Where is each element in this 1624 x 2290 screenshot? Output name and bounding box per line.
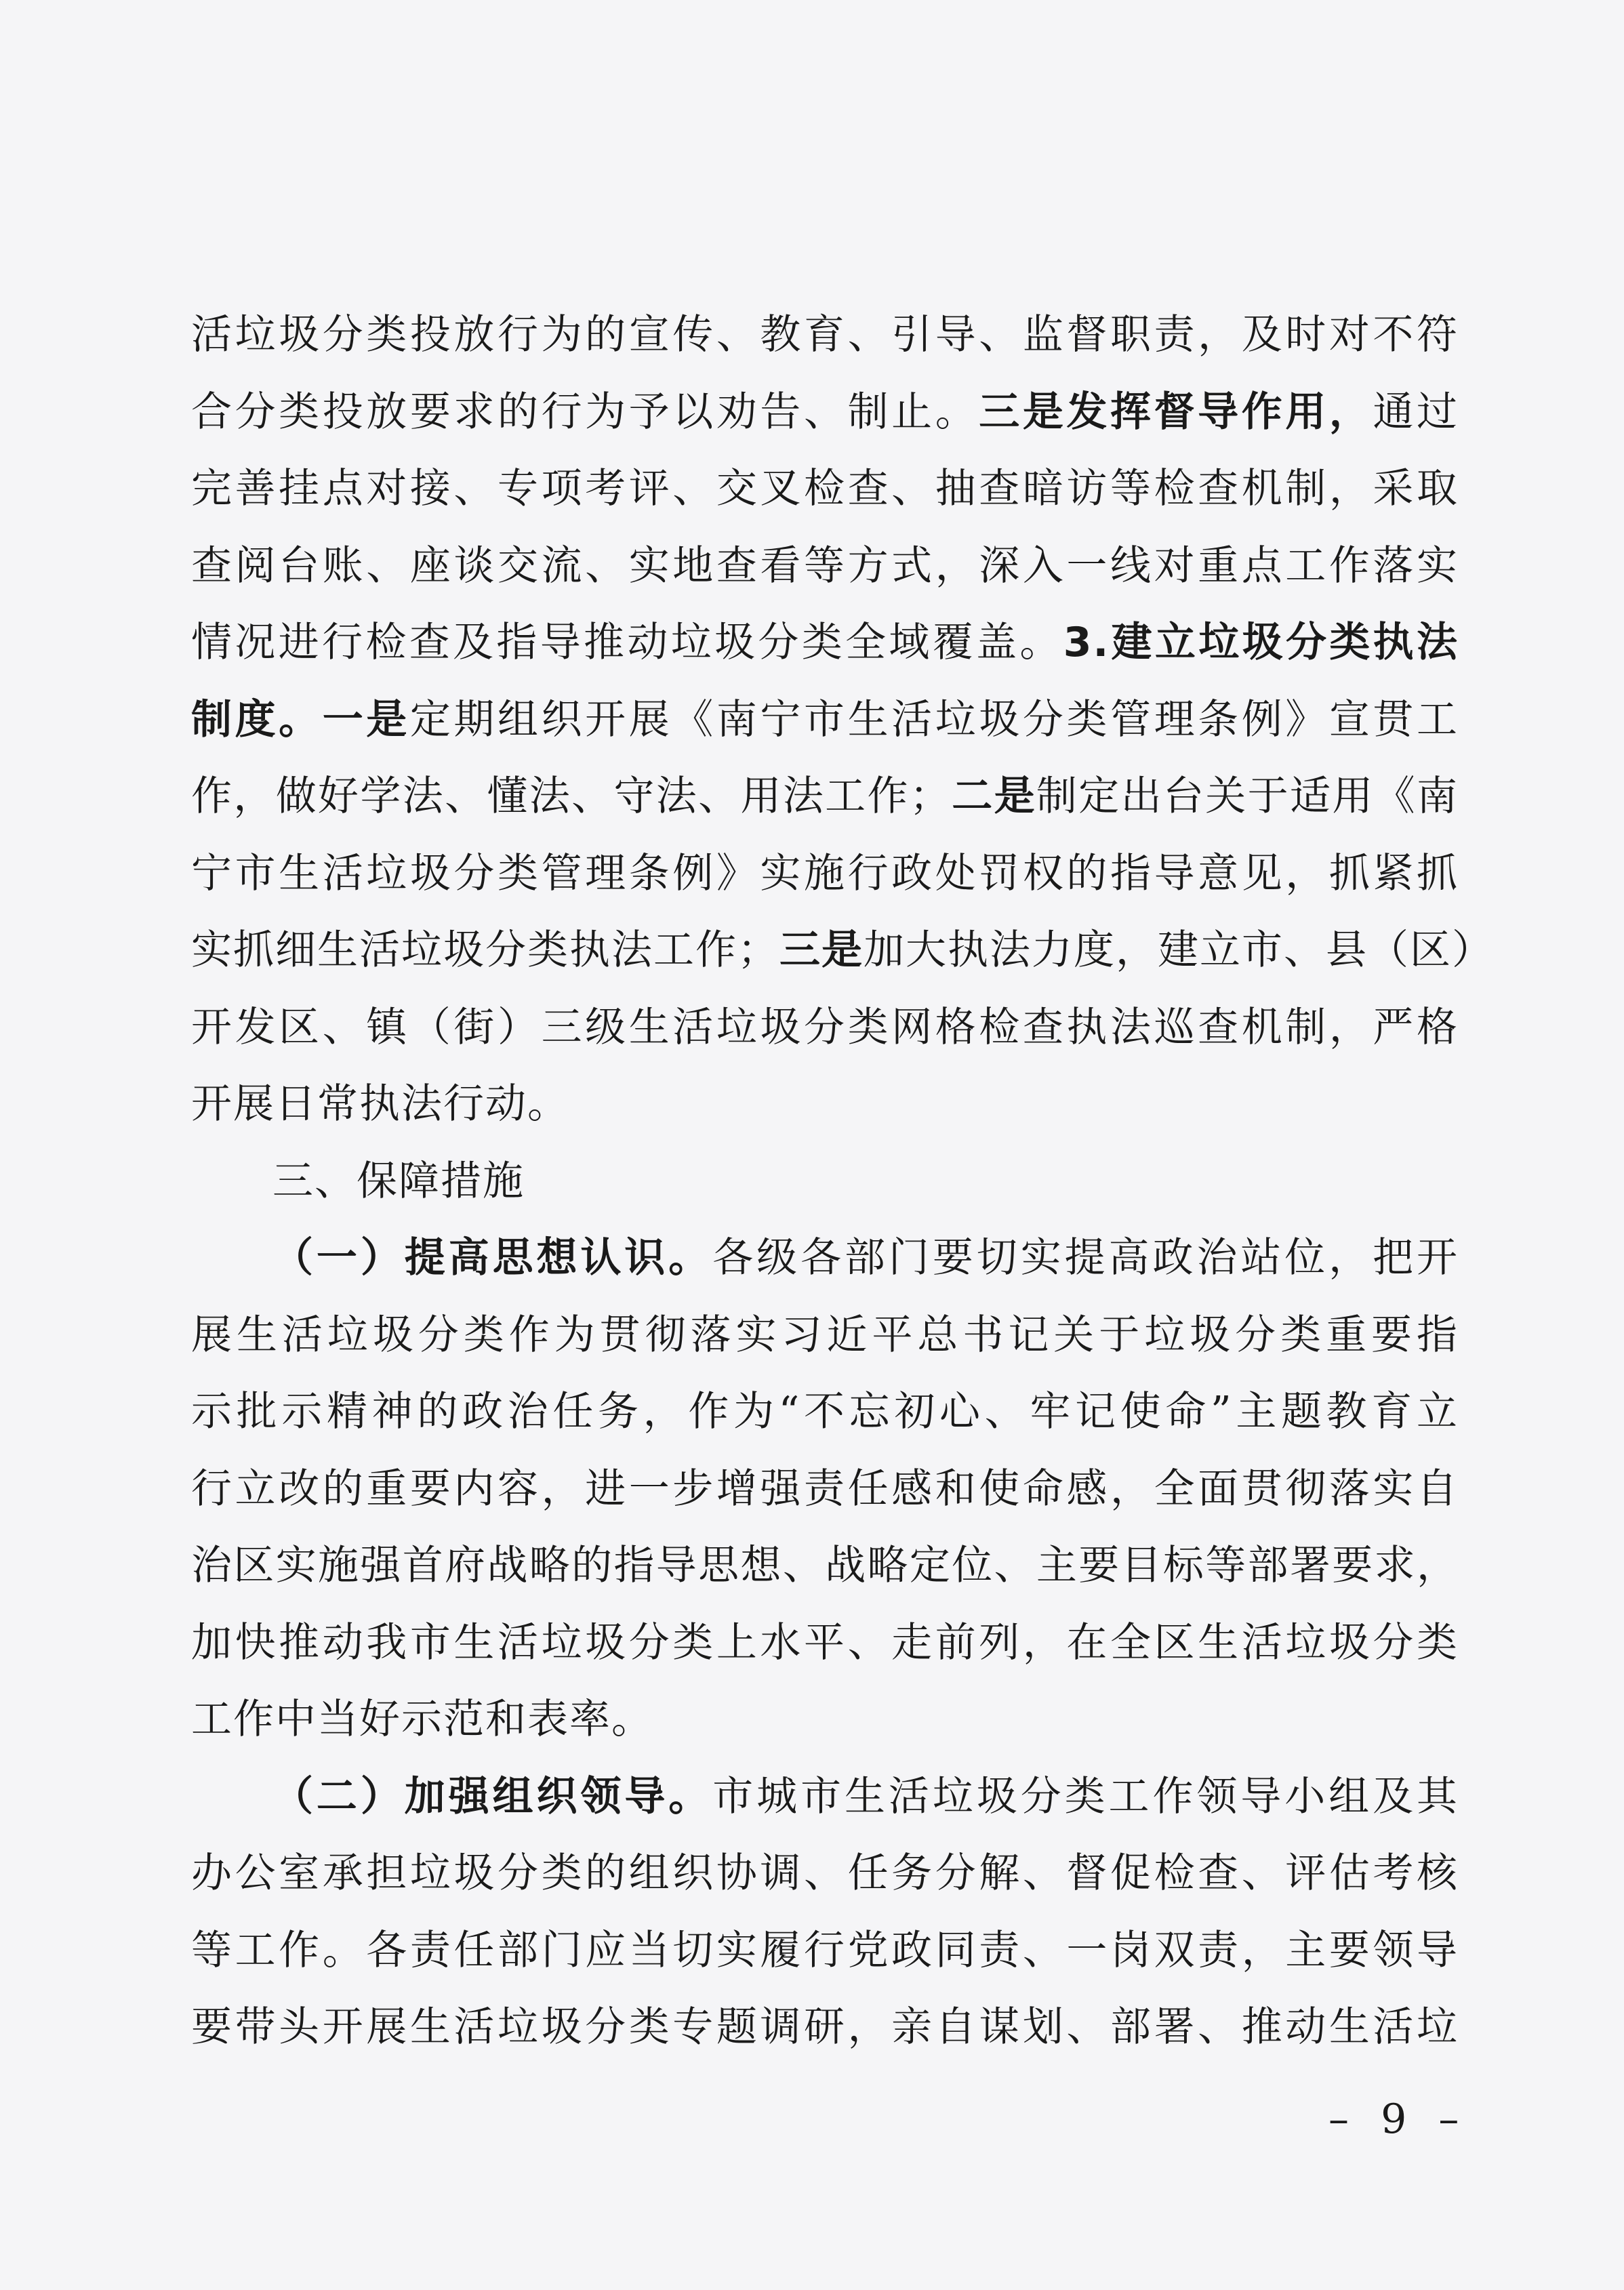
text-run: 展生活垃圾分类作为贯彻落实习近平总书记关于垃圾分类重要指 <box>191 1311 1459 1359</box>
text-run: 加快推动我市生活垃圾分类上水平、走前列，在全区生活垃圾分类 <box>191 1618 1459 1667</box>
text-run: 治区实施强首府战略的指导思想、战略定位、主要目标等部署要求， <box>191 1542 1459 1589</box>
text-run: 办公室承担垃圾分类的组织协调、任务分解、督促检查、评估考核 <box>191 1849 1459 1897</box>
text-line <box>191 912 1494 989</box>
text-run: 定期组织开展《南宁市生活垃圾分类管理条例》宣贯工 <box>409 695 1459 743</box>
text-run: 工作中当好示范和表率。 <box>191 1696 653 1743</box>
bold-phrase: 三是 <box>779 926 864 974</box>
section-heading <box>191 1143 1459 1221</box>
text-line <box>191 1835 1459 1913</box>
text-run: 开发区、镇（街）三级生活垃圾分类网格检查执法巡查机制，严格 <box>191 1003 1459 1051</box>
text-line <box>191 989 1459 1067</box>
bold-phrase: 制度。一是 <box>191 695 410 743</box>
text-run: 等工作。各责任部门应当切实履行党政同责、一岗双责，主要领导 <box>191 1926 1459 1974</box>
text-line <box>191 1220 1459 1297</box>
text-run: 情况进行检查及指导推动垃圾分类全域覆盖。 <box>191 619 1063 666</box>
text-run: 行立改的重要内容，进一步增强责任感和使命感，全面贯彻落实自 <box>191 1465 1459 1513</box>
text-line <box>191 297 1459 374</box>
text-run: 三、保障措施 <box>272 1157 525 1205</box>
text-line <box>191 1759 1459 1836</box>
bold-phrase: （一）提高思想认识。 <box>272 1234 713 1282</box>
page-number: – 9 – <box>1328 2095 1469 2143</box>
bold-phrase: 二是 <box>951 773 1036 820</box>
text-line <box>191 1297 1459 1374</box>
text-run: 活垃圾分类投放行为的宣传、教育、引导、监督职责，及时对不符 <box>191 311 1459 359</box>
text-line <box>191 682 1459 759</box>
text-line <box>191 836 1459 913</box>
text-run: 要带头开展生活垃圾分类专题调研，亲自谋划、部署、推动生活垃 <box>191 2003 1459 2051</box>
text-line <box>191 758 1459 836</box>
text-line <box>191 1913 1459 1990</box>
text-line <box>191 374 1459 451</box>
text-line <box>191 605 1459 682</box>
text-run: 市城市生活垃圾分类工作领导小组及其 <box>712 1772 1459 1820</box>
text-line <box>191 1528 1459 1605</box>
text-run: 完善挂点对接、专项考评、交叉检查、抽查暗访等检查机制，采取 <box>191 465 1459 512</box>
text-run: 制定出台关于适用《南 <box>1036 773 1459 820</box>
text-line <box>191 1374 1459 1451</box>
text-run: 实抓细生活垃圾分类执法工作； <box>191 926 779 974</box>
text-run: 查阅台账、座谈交流、实地查看等方式，深入一线对重点工作落实 <box>191 541 1459 590</box>
text-run: 各级各部门要切实提高政治站位，把开 <box>712 1234 1459 1282</box>
text-run: 开展日常执法行动。 <box>191 1080 569 1128</box>
text-run: 示批示精神的政治任务，作为“不忘初心、牢记使命”主题教育立 <box>191 1388 1459 1435</box>
text-line <box>191 1066 1459 1143</box>
text-line <box>191 1451 1459 1528</box>
text-run: 加大执法力度，建立市、县（区） <box>864 926 1494 974</box>
body-text <box>191 297 1494 2066</box>
bold-phrase: 三是发挥督导作用， <box>979 388 1373 436</box>
text-run: 作，做好学法、懂法、守法、用法工作； <box>191 773 952 820</box>
text-line <box>191 1681 1459 1759</box>
bold-phrase: （二）加强组织领导。 <box>272 1772 713 1820</box>
text-line <box>191 1605 1459 1682</box>
text-run: 通过 <box>1373 388 1459 436</box>
bold-phrase: 3.建立垃圾分类执法 <box>1063 619 1459 666</box>
text-line <box>191 1989 1459 2066</box>
text-line <box>191 528 1459 605</box>
text-run: 合分类投放要求的行为予以劝告、制止。 <box>191 388 979 436</box>
text-run: 宁市生活垃圾分类管理条例》实施行政处罚权的指导意见，抓紧抓 <box>191 849 1459 897</box>
text-line <box>191 451 1459 528</box>
